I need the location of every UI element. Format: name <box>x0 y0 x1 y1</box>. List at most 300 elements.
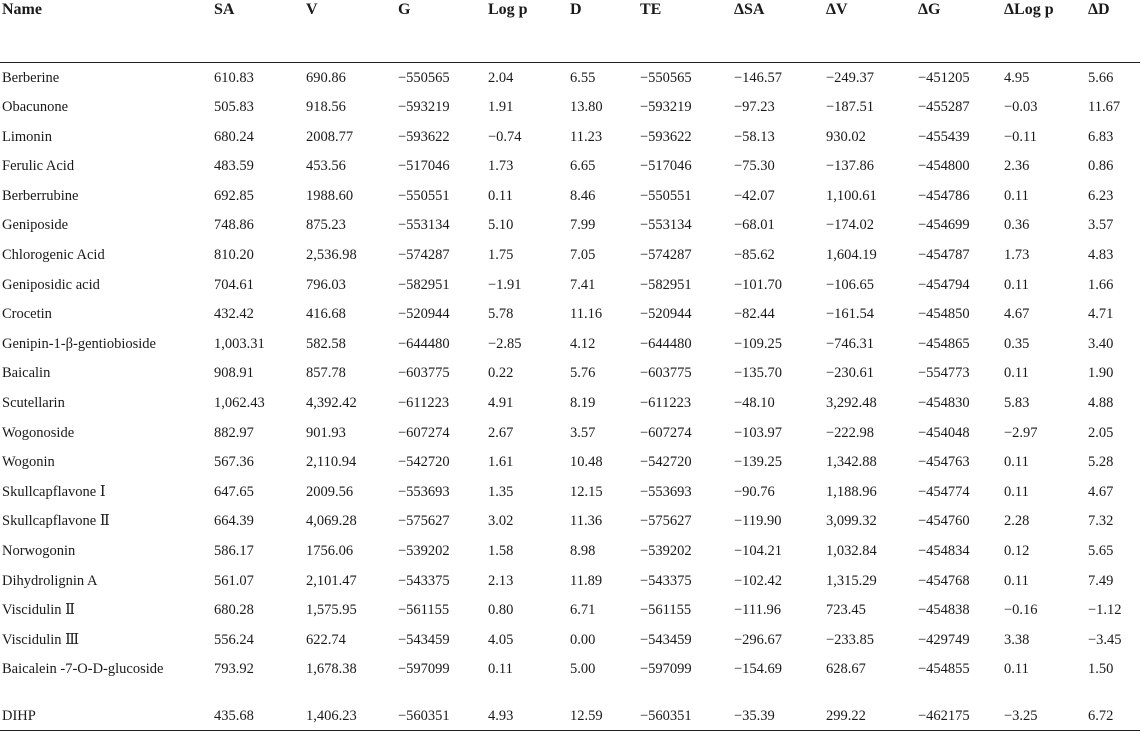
cell-name: Viscidulin Ⅱ <box>2 602 76 619</box>
cell-delta-logp: 0.11 <box>1004 483 1029 500</box>
table-body <box>0 63 1140 731</box>
cell-g: −543375 <box>398 572 450 589</box>
cell-delta-g: −454048 <box>918 424 970 441</box>
cell-g: −582951 <box>398 276 450 293</box>
cell-logp: −2.85 <box>488 335 522 352</box>
header-delta-g: ΔG <box>918 1 941 18</box>
cell-delta-g: −454800 <box>918 158 970 175</box>
cell-delta-v: 3,292.48 <box>826 395 877 412</box>
cell-sa: 704.61 <box>214 276 254 293</box>
cell-delta-d: −3.45 <box>1088 631 1122 648</box>
table-row <box>0 566 1140 596</box>
cell-delta-sa: −85.62 <box>734 247 775 264</box>
cell-delta-g: −454794 <box>918 276 970 293</box>
table-row <box>0 447 1140 477</box>
cell-v: 4,069.28 <box>306 513 357 530</box>
cell-te: −593622 <box>640 128 692 145</box>
cell-delta-sa: −109.25 <box>734 335 783 352</box>
cell-delta-d: 1.66 <box>1088 276 1114 293</box>
cell-delta-logp: 0.11 <box>1004 365 1029 382</box>
cell-delta-logp: 0.12 <box>1004 543 1030 559</box>
cell-sa: 680.28 <box>214 602 254 619</box>
cell-delta-v: −174.02 <box>826 217 875 234</box>
cell-delta-logp: 0.11 <box>1004 454 1029 471</box>
cell-name: Skullcapflavone Ⅱ <box>2 513 110 530</box>
cell-d: 6.65 <box>570 158 596 175</box>
cell-delta-g: −454838 <box>918 602 970 619</box>
cell-name: Norwogonin <box>2 543 76 559</box>
cell-delta-sa: −103.97 <box>734 424 783 441</box>
cell-d: 7.99 <box>570 217 596 234</box>
cell-delta-logp: −2.97 <box>1004 424 1038 441</box>
cell-delta-d: 5.65 <box>1088 543 1114 559</box>
cell-name: Limonin <box>2 128 52 145</box>
cell-delta-g: −454834 <box>918 543 970 559</box>
cell-logp: 5.10 <box>488 217 514 234</box>
cell-delta-sa: −111.96 <box>734 602 781 619</box>
cell-g: −560351 <box>394 701 484 731</box>
cell-d: 3.57 <box>570 424 596 441</box>
header-logp: Log p <box>488 1 528 18</box>
cell-te: −553693 <box>640 483 692 500</box>
cell-delta-v: −233.85 <box>826 631 875 648</box>
cell-d: 8.19 <box>570 395 596 412</box>
table-row <box>0 181 1140 211</box>
cell-delta-g: −455287 <box>918 99 970 116</box>
cell-sa: 435.68 <box>210 701 302 731</box>
cell-delta-logp: −0.16 <box>1004 602 1038 619</box>
cell-logp: −0.74 <box>488 128 522 145</box>
cell-delta-d: 7.49 <box>1088 572 1114 589</box>
cell-delta-v: −249.37 <box>826 70 875 86</box>
cell-g: −550565 <box>398 70 450 86</box>
cell-delta-logp: −3.25 <box>1000 701 1084 731</box>
cell-name: Dihydrolignin A <box>2 572 98 589</box>
cell-g: −539202 <box>398 543 450 559</box>
table-row <box>0 122 1140 152</box>
cell-delta-d: 11.67 <box>1088 99 1121 116</box>
cell-delta-g: −554773 <box>918 365 970 382</box>
cell-delta-sa: −101.70 <box>734 276 783 293</box>
cell-delta-v: −746.31 <box>826 335 875 352</box>
cell-delta-v: 299.22 <box>822 701 914 731</box>
cell-sa: 664.39 <box>214 513 254 530</box>
cell-sa: 748.86 <box>214 217 254 234</box>
cell-g: −550551 <box>398 187 450 204</box>
table-row <box>0 358 1140 388</box>
cell-delta-sa: −139.25 <box>734 454 783 471</box>
cell-d: 13.80 <box>570 99 603 116</box>
cell-logp: 0.80 <box>488 602 514 619</box>
cell-name: Chlorogenic Acid <box>2 247 105 264</box>
cell-d: 11.16 <box>570 306 603 323</box>
cell-sa: 586.17 <box>214 543 254 559</box>
cell-delta-d: 4.88 <box>1088 395 1114 412</box>
cell-te: −574287 <box>640 247 692 264</box>
cell-v: 1,406.23 <box>302 701 394 731</box>
cell-d: 8.46 <box>570 187 596 204</box>
cell-sa: 692.85 <box>214 187 254 204</box>
cell-delta-logp: 1.73 <box>1004 247 1030 264</box>
cell-v: 2009.56 <box>306 483 354 500</box>
cell-name: DIHP <box>0 701 210 731</box>
cell-delta-g: −454786 <box>918 187 970 204</box>
cell-logp: 3.02 <box>488 513 514 530</box>
table-row <box>0 151 1140 181</box>
cell-name: Baicalin <box>2 365 51 382</box>
cell-delta-d: 6.23 <box>1088 187 1114 204</box>
cell-delta-d: 3.57 <box>1088 217 1114 234</box>
cell-sa: 505.83 <box>214 99 254 116</box>
cell-d: 5.00 <box>570 661 596 678</box>
cell-delta-logp: 0.11 <box>1004 661 1029 678</box>
cell-delta-d: 0.86 <box>1088 158 1114 175</box>
cell-v: 453.56 <box>306 158 346 175</box>
cell-v: 918.56 <box>306 99 346 116</box>
cell-v: 875.23 <box>306 217 346 234</box>
cell-delta-g: −454850 <box>918 306 970 323</box>
cell-delta-d: 1.50 <box>1088 661 1114 678</box>
cell-v: 4,392.42 <box>306 395 357 412</box>
cell-delta-logp: −0.03 <box>1004 99 1038 116</box>
cell-g: −611223 <box>398 395 450 412</box>
cell-delta-v: −187.51 <box>826 99 875 116</box>
cell-logp: 0.22 <box>488 365 514 382</box>
cell-te: −597099 <box>640 661 692 678</box>
cell-g: −553134 <box>398 217 450 234</box>
cell-sa: 793.92 <box>214 661 254 678</box>
cell-d: 4.12 <box>570 335 596 352</box>
cell-delta-v: 1,315.29 <box>826 572 877 589</box>
cell-delta-d: 4.71 <box>1088 306 1114 323</box>
cell-logp: 5.78 <box>488 306 514 323</box>
cell-delta-v: 1,188.96 <box>826 483 877 500</box>
cell-v: 2,101.47 <box>306 572 357 589</box>
cell-name: Skullcapflavone Ⅰ <box>2 483 106 500</box>
cell-g: −574287 <box>398 247 450 264</box>
table-row <box>0 210 1140 240</box>
cell-delta-sa: −154.69 <box>734 661 783 678</box>
cell-v: 582.58 <box>306 335 346 352</box>
cell-logp: 4.91 <box>488 395 514 412</box>
cell-logp: 2.67 <box>488 424 514 441</box>
header-delta-d: ΔD <box>1088 1 1110 18</box>
cell-logp: 1.61 <box>488 454 514 471</box>
cell-g: −593219 <box>398 99 450 116</box>
cell-delta-v: 3,099.32 <box>826 513 877 530</box>
cell-delta-g: −462175 <box>914 701 1000 731</box>
cell-d: 7.41 <box>570 276 596 293</box>
cell-delta-g: −454699 <box>918 217 970 234</box>
cell-logp: 2.13 <box>488 572 514 589</box>
cell-d: 11.36 <box>570 513 603 530</box>
table-row <box>0 240 1140 270</box>
cell-g: −542720 <box>398 454 450 471</box>
cell-te: −603775 <box>640 365 692 382</box>
cell-g: −607274 <box>398 424 450 441</box>
cell-d: 11.89 <box>570 572 603 589</box>
cell-logp: 2.04 <box>488 70 514 86</box>
cell-d: 6.55 <box>570 70 596 86</box>
cell-delta-d: −1.12 <box>1088 602 1122 619</box>
cell-name: Ferulic Acid <box>2 158 75 175</box>
cell-v: 416.68 <box>306 306 346 323</box>
cell-d: 0.00 <box>570 631 596 648</box>
cell-g: −553693 <box>398 483 450 500</box>
cell-te: −593219 <box>640 99 692 116</box>
cell-te: −644480 <box>640 335 692 352</box>
cell-delta-sa: −102.42 <box>734 572 783 589</box>
cell-d: 10.48 <box>570 454 603 471</box>
table-row <box>0 506 1140 536</box>
table-row <box>0 329 1140 359</box>
header-delta-sa: ΔSA <box>734 1 765 18</box>
cell-g: −575627 <box>398 513 450 530</box>
cell-sa: 561.07 <box>214 572 254 589</box>
cell-delta-g: −454774 <box>918 483 970 500</box>
cell-d: 7.05 <box>570 247 596 264</box>
cell-v: 901.93 <box>306 424 346 441</box>
cell-name: Wogonoside <box>2 424 75 441</box>
cell-te: −582951 <box>640 276 692 293</box>
cell-delta-d: 1.90 <box>1088 365 1114 382</box>
cell-sa: 647.65 <box>214 483 254 500</box>
table-row <box>0 625 1140 655</box>
table-row <box>0 63 1140 93</box>
cell-delta-logp: 2.36 <box>1004 158 1030 175</box>
cell-te: −539202 <box>640 543 692 559</box>
cell-delta-sa: −58.13 <box>734 128 775 145</box>
cell-delta-logp: 4.67 <box>1004 306 1030 323</box>
header-v: V <box>306 1 318 18</box>
cell-g: −603775 <box>398 365 450 382</box>
cell-logp: 1.73 <box>488 158 514 175</box>
cell-logp: 1.58 <box>488 543 514 559</box>
cell-delta-sa: −42.07 <box>734 187 775 204</box>
cell-d: 12.15 <box>570 483 603 500</box>
cell-delta-logp: 2.28 <box>1004 513 1030 530</box>
cell-g: −644480 <box>398 335 450 352</box>
cell-delta-g: −454763 <box>918 454 970 471</box>
header-row <box>0 0 1140 63</box>
cell-sa: 483.59 <box>214 158 254 175</box>
cell-logp: 1.75 <box>488 247 514 264</box>
header-delta-logp: ΔLog p <box>1004 1 1054 18</box>
cell-delta-sa: −104.21 <box>734 543 783 559</box>
cell-te: −611223 <box>640 395 692 412</box>
cell-te: −553134 <box>640 217 692 234</box>
cell-delta-v: −230.61 <box>826 365 875 382</box>
cell-delta-v: 628.67 <box>826 661 866 678</box>
cell-delta-sa: −68.01 <box>734 217 775 234</box>
cell-delta-logp: 0.36 <box>1004 217 1030 234</box>
table-row <box>0 701 1140 731</box>
cell-sa: 882.97 <box>214 424 254 441</box>
cell-te: −520944 <box>640 306 692 323</box>
cell-g: −517046 <box>398 158 450 175</box>
cell-name: Geniposide <box>2 217 69 234</box>
cell-delta-logp: 3.38 <box>1004 631 1030 648</box>
cell-te: −607274 <box>640 424 692 441</box>
cell-delta-logp: −0.11 <box>1004 128 1038 145</box>
cell-delta-g: −454768 <box>918 572 970 589</box>
cell-d: 8.98 <box>570 543 596 559</box>
cell-te: −550565 <box>640 70 692 86</box>
cell-delta-sa: −97.23 <box>734 99 775 116</box>
table-row <box>0 654 1140 701</box>
table-row <box>0 299 1140 329</box>
cell-name: Baicalein -7-O-D-glucoside <box>2 661 164 678</box>
cell-sa: 680.24 <box>214 128 254 145</box>
cell-delta-d: 5.66 <box>1088 70 1114 86</box>
cell-sa: 610.83 <box>214 70 254 86</box>
cell-g: −561155 <box>398 602 450 619</box>
table-row <box>0 92 1140 122</box>
cell-te: −560351 <box>636 701 730 731</box>
header-g: G <box>398 1 411 18</box>
table-row <box>0 477 1140 507</box>
cell-delta-v: −106.65 <box>826 276 875 293</box>
cell-sa: 1,062.43 <box>214 395 265 412</box>
cell-g: −520944 <box>398 306 450 323</box>
cell-sa: 908.91 <box>214 365 254 382</box>
cell-sa: 432.42 <box>214 306 254 323</box>
cell-name: Wogonin <box>2 454 55 471</box>
cell-delta-sa: −119.90 <box>734 513 782 530</box>
cell-delta-sa: −82.44 <box>734 306 775 323</box>
cell-v: 622.74 <box>306 631 346 648</box>
cell-v: 2,536.98 <box>306 247 357 264</box>
cell-logp: 4.93 <box>484 701 566 731</box>
cell-delta-g: −454830 <box>918 395 970 412</box>
cell-logp: 4.05 <box>488 631 514 648</box>
cell-sa: 810.20 <box>214 247 254 264</box>
cell-v: 2,110.94 <box>306 454 357 471</box>
cell-te: −543375 <box>640 572 692 589</box>
cell-sa: 567.36 <box>214 454 254 471</box>
cell-te: −561155 <box>640 602 692 619</box>
cell-delta-v: −161.54 <box>826 306 875 323</box>
cell-delta-v: 930.02 <box>826 128 866 145</box>
cell-v: 857.78 <box>306 365 346 382</box>
cell-name: Obacunone <box>2 99 69 116</box>
cell-g: −593622 <box>398 128 450 145</box>
cell-d: 6.71 <box>570 602 596 619</box>
cell-delta-v: −222.98 <box>826 424 875 441</box>
cell-logp: 0.11 <box>488 187 513 204</box>
table-row <box>0 536 1140 566</box>
cell-v: 1988.60 <box>306 187 354 204</box>
cell-delta-v: −137.86 <box>826 158 875 175</box>
cell-d: 5.76 <box>570 365 596 382</box>
header-delta-v: ΔV <box>826 1 848 18</box>
cell-te: −542720 <box>640 454 692 471</box>
cell-te: −517046 <box>640 158 692 175</box>
cell-delta-v: 1,342.88 <box>826 454 877 471</box>
cell-delta-g: −429749 <box>918 631 970 648</box>
cell-sa: 1,003.31 <box>214 335 265 352</box>
cell-name: Berberrubine <box>2 187 79 204</box>
cell-delta-d: 4.83 <box>1088 247 1114 264</box>
cell-delta-d: 6.83 <box>1088 128 1114 145</box>
cell-delta-v: 1,604.19 <box>826 247 877 264</box>
table-row <box>0 418 1140 448</box>
cell-delta-g: −454787 <box>918 247 970 264</box>
cell-logp: −1.91 <box>488 276 522 293</box>
cell-delta-logp: 5.83 <box>1004 395 1030 412</box>
cell-delta-g: −451205 <box>918 70 970 86</box>
header-te: TE <box>640 1 662 18</box>
cell-g: −543459 <box>398 631 450 648</box>
cell-name: Viscidulin Ⅲ <box>2 631 80 648</box>
cell-delta-d: 5.28 <box>1088 454 1114 471</box>
cell-v: 2008.77 <box>306 128 354 145</box>
cell-delta-sa: −146.57 <box>734 70 783 86</box>
cell-delta-logp: 0.11 <box>1004 187 1029 204</box>
table-row <box>0 270 1140 300</box>
cell-v: 1,575.95 <box>306 602 357 619</box>
cell-g: −597099 <box>398 661 450 678</box>
cell-delta-v: 1,032.84 <box>826 543 877 559</box>
cell-delta-sa: −48.10 <box>734 395 775 412</box>
cell-logp: 1.91 <box>488 99 514 116</box>
cell-delta-logp: 4.95 <box>1004 70 1030 86</box>
cell-delta-sa: −90.76 <box>734 483 775 500</box>
cell-delta-logp: 0.11 <box>1004 276 1029 293</box>
cell-d: 12.59 <box>566 701 636 731</box>
cell-delta-g: −454855 <box>918 661 970 678</box>
cell-v: 796.03 <box>306 276 346 293</box>
cell-te: −575627 <box>640 513 692 530</box>
cell-delta-sa: −35.39 <box>730 701 822 731</box>
table-row <box>0 595 1140 625</box>
cell-name: Berberine <box>2 70 60 86</box>
cell-name: Geniposidic acid <box>2 276 100 293</box>
cell-logp: 0.11 <box>488 661 513 678</box>
cell-v: 1,678.38 <box>306 661 357 678</box>
header-d: D <box>570 1 582 18</box>
cell-delta-sa: −75.30 <box>734 158 775 175</box>
cell-delta-logp: 0.11 <box>1004 572 1029 589</box>
cell-name: Genipin-1-β-gentiobioside <box>2 335 156 352</box>
cell-logp: 1.35 <box>488 483 514 500</box>
cell-delta-logp: 0.35 <box>1004 335 1030 352</box>
cell-delta-v: 1,100.61 <box>826 187 877 204</box>
cell-delta-sa: −135.70 <box>734 365 783 382</box>
cell-delta-g: −454865 <box>918 335 970 352</box>
cell-name: Crocetin <box>2 306 52 323</box>
cell-delta-d: 4.67 <box>1088 483 1114 500</box>
cell-te: −543459 <box>640 631 692 648</box>
table-row <box>0 388 1140 418</box>
cell-te: −550551 <box>640 187 692 204</box>
cell-delta-g: −454760 <box>918 513 970 530</box>
cell-delta-g: −455439 <box>918 128 970 145</box>
cell-delta-d: 6.72 <box>1084 701 1140 731</box>
cell-d: 11.23 <box>570 128 603 145</box>
cell-delta-sa: −296.67 <box>734 631 783 648</box>
cell-delta-d: 3.40 <box>1088 335 1114 352</box>
cell-delta-d: 7.32 <box>1088 513 1114 530</box>
cell-v: 690.86 <box>306 70 346 86</box>
cell-v: 1756.06 <box>306 543 354 559</box>
cell-delta-v: 723.45 <box>826 602 866 619</box>
cell-name: Scutellarin <box>2 395 65 412</box>
cell-delta-d: 2.05 <box>1088 424 1114 441</box>
header-name: Name <box>2 1 42 18</box>
cell-sa: 556.24 <box>214 631 254 648</box>
header-sa: SA <box>214 1 235 18</box>
